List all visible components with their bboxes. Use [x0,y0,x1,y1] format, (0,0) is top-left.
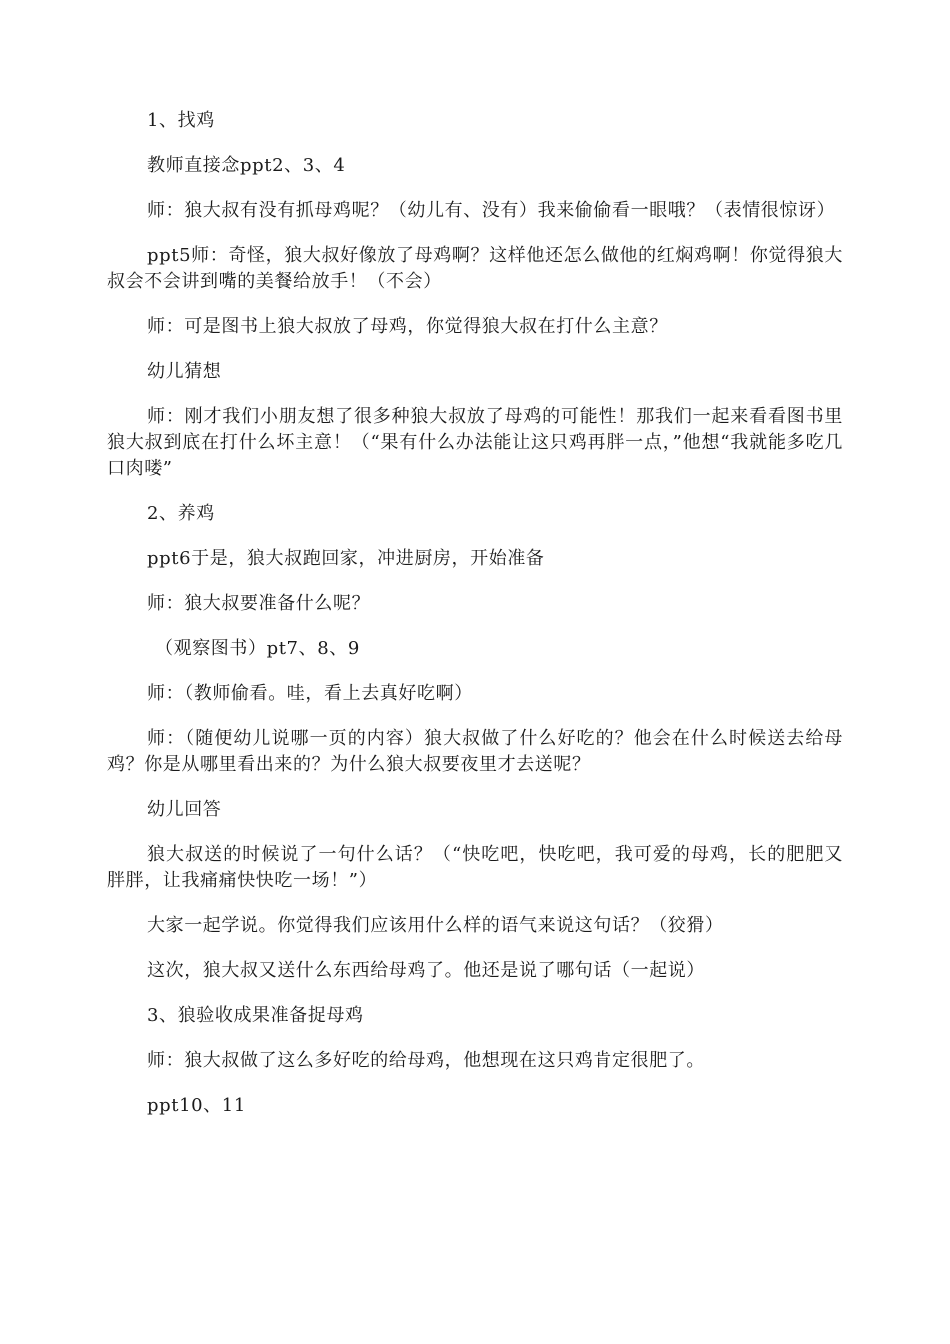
document-page [107,108,843,1119]
paragraph: 师：刚才我们小朋友想了很多种狼大叔放了母鸡的可能性！那我们一起来看看图书里狼大叔到底在打什么坏主意！（“果有什么办法能让这只鸡再胖一点，”他想“我就能多吃几口肉喽” [107,406,843,479]
paragraph: 幼儿猜想 [147,361,222,382]
paragraph: ppt6于是，狼大叔跑回家，冲进厨房，开始准备 [147,548,545,569]
paragraph: 师：狼大叔有没有抓母鸡呢？（幼儿有、没有）我来偷偷看一眼哦？（表情很惊讶） [147,200,836,221]
paragraph: 大家一起学说。你觉得我们应该用什么样的语气来说这句话？（狡猾） [147,915,724,936]
section-heading-find-chicken: 1、找鸡 [147,110,215,131]
paragraph: ppt10、11 [147,1095,246,1116]
paragraph: 幼儿回答 [147,799,222,820]
paragraph: 狼大叔送的时候说了一句什么话？（“快吃吧，快吃吧，我可爱的母鸡，长的肥肥又胖胖，让我痛痛快快吃一场！”） [107,844,843,891]
paragraph: 师：可是图书上狼大叔放了母鸡，你觉得狼大叔在打什么主意？ [147,316,668,337]
paragraph: 教师直接念ppt2、3、4 [147,155,346,176]
section-heading-catch-chicken: 3、狼验收成果准备捉母鸡 [147,1005,364,1026]
paragraph: 师：狼大叔做了这么多好吃的给母鸡，他想现在这只鸡肯定很肥了。 [147,1050,705,1071]
paragraph: 师：（随便幼儿说哪一页的内容）狼大叔做了什么好吃的？他会在什么时候送去给母鸡？你是从哪里看出来的？为什么狼大叔要夜里才去送呢？ [107,728,843,775]
paragraph: 这次，狼大叔又送什么东西给母鸡了。他还是说了哪句话（一起说） [147,960,705,981]
paragraph: 师：（教师偷看。哇，看上去真好吃啊） [147,683,473,704]
section-heading-raise-chicken: 2、养鸡 [147,503,215,524]
paragraph: （观察图书）pt7、8、9 [155,638,360,659]
paragraph: ppt5师：奇怪，狼大叔好像放了母鸡啊？这样他还怎么做他的红焖鸡啊！你觉得狼大叔会不会讲到嘴的美餐给放手！（不会） [107,245,843,292]
paragraph: 师：狼大叔要准备什么呢？ [147,593,371,614]
